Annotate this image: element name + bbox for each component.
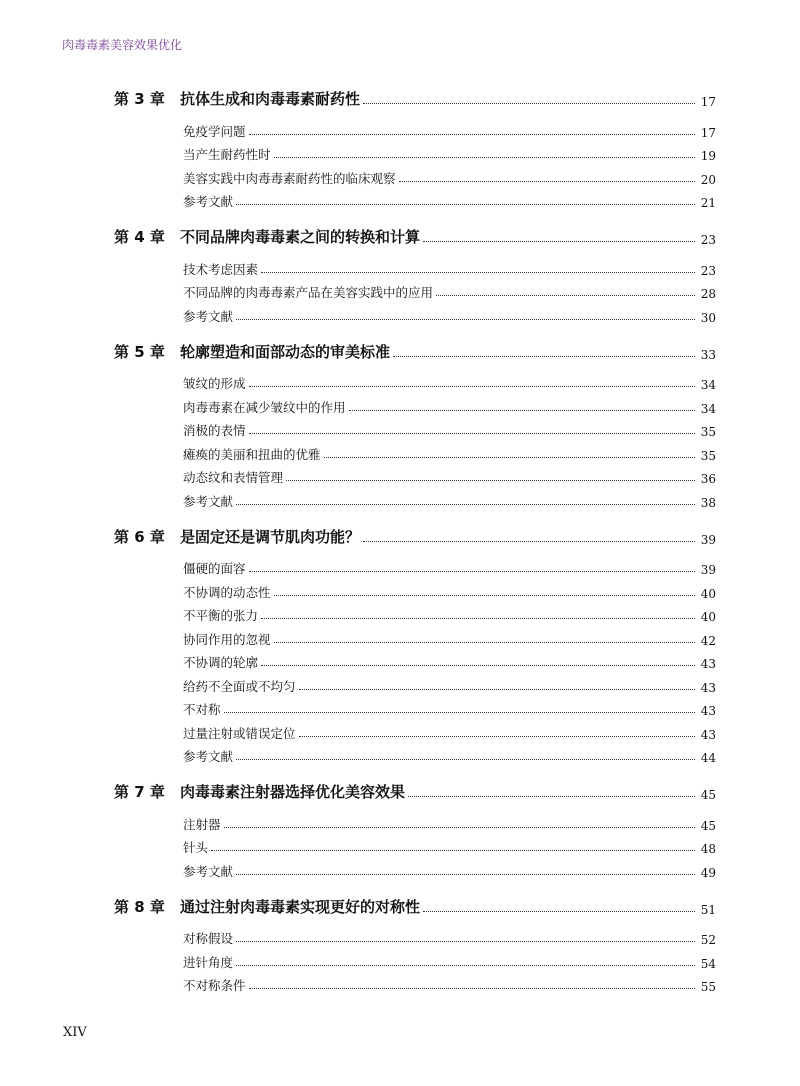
chapter-title: 不同品牌肉毒毒素之间的转换和计算 <box>180 228 421 246</box>
chapter-number: 第 4 章 <box>114 228 165 246</box>
toc-entry[interactable] <box>183 971 716 995</box>
entry-page-number: 43 <box>700 657 716 671</box>
toc-entry[interactable] <box>183 671 716 695</box>
toc-entry[interactable] <box>183 554 716 578</box>
dot-leader <box>349 409 695 411</box>
toc-entry[interactable] <box>183 463 716 487</box>
entry-page-number: 23 <box>700 263 716 278</box>
chapter-page-number: 33 <box>700 347 716 362</box>
toc-entry[interactable] <box>183 140 716 164</box>
dot-leader <box>249 385 695 387</box>
dot-leader <box>211 849 695 851</box>
toc-entry[interactable] <box>183 809 716 833</box>
toc-entry[interactable] <box>183 856 716 880</box>
chapter-number: 第 3 章 <box>114 90 165 108</box>
toc-entry[interactable] <box>183 416 716 440</box>
entry-title: 不对称 <box>183 702 221 717</box>
entry-title: 肉毒毒素在减少皱纹中的作用 <box>183 399 346 415</box>
dot-leader <box>261 271 695 273</box>
dot-leader <box>236 503 695 505</box>
entry-title: 注射器 <box>183 816 221 832</box>
chapter-entries <box>0 924 800 995</box>
toc-entry[interactable] <box>183 577 716 601</box>
entry-title: 皱纹的形成 <box>183 376 246 391</box>
dot-leader <box>224 826 695 828</box>
toc-entry[interactable] <box>183 278 716 302</box>
entry-page-number: 34 <box>700 401 716 416</box>
toc-entry[interactable] <box>183 718 716 742</box>
entry-title: 不对称条件 <box>183 978 246 993</box>
entry-page-number: 55 <box>700 980 716 994</box>
dot-leader <box>299 735 695 737</box>
entry-page-number: 34 <box>700 378 716 392</box>
entry-page-number: 43 <box>700 704 716 718</box>
chapter-heading[interactable] <box>0 339 800 365</box>
entry-title: 参考文献 <box>183 308 234 324</box>
entry-page-number: 40 <box>700 586 716 601</box>
toc-entry[interactable] <box>183 695 716 719</box>
dot-leader <box>249 432 695 434</box>
dot-leader <box>261 617 695 619</box>
dot-leader <box>249 570 695 572</box>
toc-entry[interactable] <box>183 947 716 971</box>
toc-entry[interactable] <box>183 254 716 278</box>
chapter-number: 第 6 章 <box>114 527 165 546</box>
entry-title: 协同作用的忽视 <box>183 631 271 647</box>
toc-entry[interactable] <box>183 301 716 325</box>
chapter-title: 通过注射肉毒毒素实现更好的对称性 <box>180 897 421 916</box>
toc-entry[interactable] <box>183 486 716 510</box>
entry-title: 不同品牌的肉毒毒素产品在美容实践中的应用 <box>183 285 434 300</box>
dot-leader <box>423 240 695 242</box>
entry-title: 参考文献 <box>183 863 234 879</box>
entry-title: 动态纹和表情管理 <box>183 470 284 485</box>
dot-leader <box>286 479 695 481</box>
dot-leader <box>236 964 695 966</box>
dot-leader <box>436 294 695 296</box>
running-head: 肉毒毒素美容效果优化 <box>62 38 183 52</box>
entry-page-number: 49 <box>700 865 716 880</box>
dot-leader <box>423 910 695 912</box>
toc-entry[interactable] <box>183 648 716 672</box>
dot-leader <box>236 758 695 760</box>
dot-leader <box>236 318 695 320</box>
toc-entry[interactable] <box>183 601 716 625</box>
entry-title: 瘫痪的美丽和扭曲的优雅 <box>183 446 321 462</box>
entry-page-number: 42 <box>700 633 716 648</box>
dot-leader <box>236 940 695 942</box>
entry-page-number: 35 <box>700 425 716 439</box>
entry-page-number: 44 <box>700 751 716 765</box>
entry-page-number: 54 <box>700 956 716 971</box>
dot-leader <box>408 795 695 797</box>
dot-leader <box>274 156 695 158</box>
entry-title: 进针角度 <box>183 954 234 970</box>
entry-title: 参考文献 <box>183 194 234 209</box>
entry-page-number: 21 <box>700 196 716 210</box>
entry-page-number: 39 <box>700 563 716 577</box>
entry-page-number: 28 <box>700 287 716 301</box>
entry-page-number: 30 <box>700 310 716 325</box>
toc-entry[interactable] <box>183 392 716 416</box>
entry-title: 免疫学问题 <box>183 123 246 139</box>
entry-page-number: 20 <box>700 172 716 187</box>
chapter-title: 抗体生成和肉毒毒素耐药性 <box>180 90 361 108</box>
chapter-title: 是固定还是调节肌肉功能？ <box>180 527 361 546</box>
entry-title: 针头 <box>183 840 209 855</box>
toc-entry[interactable] <box>183 163 716 187</box>
entry-title: 参考文献 <box>183 749 234 764</box>
toc-entry[interactable] <box>183 187 716 211</box>
dot-leader <box>274 594 695 596</box>
entry-page-number: 52 <box>700 933 716 947</box>
entry-page-number: 45 <box>700 818 716 833</box>
chapter-page-number: 23 <box>700 233 716 247</box>
toc-entry[interactable] <box>183 439 716 463</box>
entry-title: 对称假设 <box>183 931 234 946</box>
chapter-page-number: 17 <box>700 95 716 109</box>
entry-title: 不协调的动态性 <box>183 584 271 600</box>
chapter-heading[interactable] <box>0 524 800 550</box>
entry-title: 给药不全面或不均匀 <box>183 678 296 694</box>
dot-leader <box>224 711 695 713</box>
chapter-number: 第 7 章 <box>114 783 165 801</box>
chapter-title: 肉毒毒素注射器选择优化美容效果 <box>180 783 406 801</box>
toc-entry[interactable] <box>183 833 716 857</box>
dot-leader <box>324 456 695 458</box>
toc-entry[interactable] <box>183 742 716 766</box>
dot-leader <box>236 873 695 875</box>
entry-title: 过量注射或错误定位 <box>183 725 296 741</box>
entry-title: 消极的表情 <box>183 423 246 438</box>
entry-page-number: 43 <box>700 727 716 742</box>
entry-page-number: 38 <box>700 495 716 510</box>
chapter-number: 第 8 章 <box>114 897 165 916</box>
dot-leader <box>249 133 695 135</box>
chapter-page-number: 39 <box>700 532 716 547</box>
entry-title: 参考文献 <box>183 493 234 509</box>
chapter-page-number: 51 <box>700 902 716 917</box>
dot-leader <box>363 102 695 104</box>
dot-leader <box>399 180 695 182</box>
entry-page-number: 48 <box>700 842 716 856</box>
entry-page-number: 40 <box>700 610 716 624</box>
table-of-contents <box>0 86 800 1008</box>
dot-leader <box>363 540 695 542</box>
entry-page-number: 35 <box>700 448 716 463</box>
toc-entry[interactable] <box>183 924 716 948</box>
chapter-number: 第 5 章 <box>114 342 165 361</box>
dot-leader <box>249 987 695 989</box>
dot-leader <box>299 688 695 690</box>
entry-title: 不协调的轮廓 <box>183 655 259 670</box>
dot-leader <box>274 641 695 643</box>
entry-page-number: 19 <box>700 149 716 163</box>
entry-page-number: 17 <box>700 125 716 140</box>
chapter-entries <box>0 254 800 325</box>
toc-entry[interactable] <box>183 624 716 648</box>
chapter-title: 轮廓塑造和面部动态的审美标准 <box>180 342 391 361</box>
toc-entry[interactable] <box>183 116 716 140</box>
toc-entry[interactable] <box>183 369 716 393</box>
entry-title: 不平衡的张力 <box>183 608 259 623</box>
dot-leader <box>393 355 695 357</box>
chapter-entries <box>0 554 800 766</box>
chapter-heading[interactable] <box>0 779 800 805</box>
dot-leader <box>261 664 695 666</box>
entry-title: 僵硬的面容 <box>183 561 246 576</box>
chapter-heading[interactable] <box>0 894 800 920</box>
entry-page-number: 36 <box>700 472 716 486</box>
chapter-heading[interactable] <box>0 86 800 112</box>
entry-title: 当产生耐药性时 <box>183 147 271 162</box>
chapter-page-number: 45 <box>700 788 716 802</box>
entry-title: 技术考虑因素 <box>183 261 259 277</box>
chapter-heading[interactable] <box>0 224 800 250</box>
page-folio: XIV <box>63 1025 87 1040</box>
chapter-entries <box>0 116 800 210</box>
chapter-entries <box>0 369 800 510</box>
dot-leader <box>236 203 695 205</box>
chapter-entries <box>0 809 800 880</box>
entry-page-number: 43 <box>700 680 716 695</box>
entry-title: 美容实践中肉毒毒素耐药性的临床观察 <box>183 170 396 186</box>
